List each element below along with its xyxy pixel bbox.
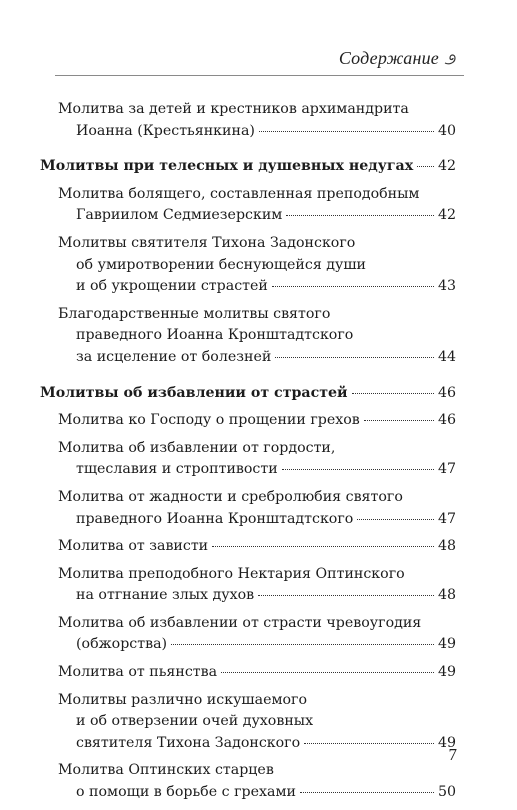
toc-entry-line bbox=[58, 733, 456, 755]
toc-entry-line bbox=[40, 156, 456, 178]
toc-entry-line bbox=[40, 383, 456, 405]
toc-entry-line: Молитва от жадности и сребролюбия святого bbox=[58, 488, 403, 505]
toc-section-heading bbox=[40, 383, 456, 405]
page-number: 7 bbox=[448, 745, 457, 764]
dot-leader bbox=[282, 469, 434, 470]
toc-entry-title: на отгнание злых духов bbox=[76, 587, 255, 604]
toc-page-number: 50 bbox=[437, 784, 456, 801]
toc-entry-line bbox=[58, 276, 456, 298]
toc-entry-line: Молитвы святителя Тихона Задонского bbox=[58, 234, 356, 251]
dot-leader bbox=[258, 595, 434, 596]
dot-leader bbox=[304, 743, 434, 744]
toc-section-heading bbox=[40, 156, 456, 178]
toc-page-number: 48 bbox=[437, 587, 456, 604]
toc-page-number: 49 bbox=[437, 664, 456, 681]
toc-entry-line bbox=[58, 585, 456, 607]
dot-leader bbox=[357, 519, 434, 520]
dot-leader bbox=[352, 393, 434, 394]
dot-leader bbox=[300, 792, 434, 793]
toc-entry-line bbox=[58, 410, 456, 432]
toc-entry-line bbox=[58, 782, 456, 804]
toc-entry-line bbox=[58, 634, 456, 656]
toc-entry-title: тщеславия и строптивости bbox=[76, 461, 278, 478]
toc-entry-title: Иоанна (Крестьянкина) bbox=[76, 122, 255, 139]
toc-entry-line: Молитва болящего, составленная преподобным bbox=[58, 185, 420, 202]
toc-page-number: 48 bbox=[437, 538, 456, 555]
toc-entry-title: о помощи в борьбе с грехами bbox=[76, 784, 296, 801]
toc-page-number: 42 bbox=[437, 207, 456, 224]
toc-entry-title: Молитва от пьянства bbox=[58, 664, 218, 681]
header-divider bbox=[55, 75, 464, 76]
toc-entry-line: и об отверзении очей духовных bbox=[76, 713, 314, 730]
table-of-contents bbox=[40, 99, 456, 810]
toc-entry-line bbox=[58, 459, 456, 481]
toc-entry-line bbox=[58, 662, 456, 684]
running-header-title: Содержание bbox=[338, 48, 439, 68]
toc-entry-title: Молитвы об избавлении от страстей bbox=[40, 384, 348, 401]
toc-page-number: 44 bbox=[437, 348, 456, 365]
toc-entry-line: Молитва за детей и крестников архимандрита bbox=[58, 101, 409, 117]
dot-leader bbox=[259, 131, 434, 132]
toc-entry-title: за исцеление от болезней bbox=[76, 348, 272, 365]
toc-page-number: 46 bbox=[437, 384, 456, 401]
toc-page-number: 49 bbox=[437, 636, 456, 653]
toc-entry bbox=[40, 760, 456, 803]
toc-entry bbox=[40, 410, 456, 432]
toc-entry bbox=[40, 536, 456, 558]
toc-entry bbox=[40, 438, 456, 481]
toc-entry-line: Молитва об избавлении от страсти чревоугодия bbox=[58, 614, 422, 631]
toc-page-number: 42 bbox=[437, 158, 456, 175]
dot-leader bbox=[417, 166, 434, 167]
dot-leader bbox=[275, 357, 434, 358]
dot-leader bbox=[171, 644, 434, 645]
toc-page-number: 40 bbox=[437, 122, 456, 139]
swirl-ornament-icon bbox=[443, 51, 459, 67]
dot-leader bbox=[364, 420, 434, 421]
toc-entry-title: Молитва ко Господу о прощении грехов bbox=[58, 412, 360, 429]
toc-entry-line: Благодарственные молитвы святого bbox=[58, 305, 331, 322]
toc-page-number: 47 bbox=[437, 461, 456, 478]
dot-leader bbox=[286, 215, 434, 216]
dot-leader bbox=[212, 546, 434, 547]
toc-entry-title: праведного Иоанна Кронштадтского bbox=[76, 510, 354, 527]
toc-entry-title: Молитвы при телесных и душевных недугах bbox=[40, 158, 414, 175]
toc-entry bbox=[40, 99, 456, 142]
toc-entry bbox=[40, 184, 456, 227]
toc-entry-line: Молитвы различно искушаемого bbox=[58, 691, 308, 708]
toc-entry-line: об умиротворении беснующейся души bbox=[76, 256, 367, 273]
toc-entry-line bbox=[58, 347, 456, 369]
toc-entry-line: праведного Иоанна Кронштадтского bbox=[76, 327, 354, 344]
toc-entry bbox=[40, 564, 456, 607]
toc-entry-line: Молитва об избавлении от гордости, bbox=[58, 439, 336, 456]
toc-entry-line bbox=[58, 536, 456, 558]
toc-entry bbox=[40, 304, 456, 369]
running-header bbox=[339, 48, 459, 69]
dot-leader bbox=[272, 286, 434, 287]
toc-page-number: 49 bbox=[437, 734, 456, 751]
toc-entry-line: Молитва Оптинских старцев bbox=[58, 762, 274, 779]
dot-leader bbox=[221, 672, 434, 673]
toc-entry-line bbox=[58, 205, 456, 227]
toc-entry-line bbox=[58, 121, 456, 143]
toc-page-number: 46 bbox=[437, 412, 456, 429]
toc-entry-title: святителя Тихона Задонского bbox=[76, 734, 301, 751]
toc-entry bbox=[40, 662, 456, 684]
toc-entry bbox=[40, 613, 456, 656]
toc-entry-title: Гавриилом Седмиезерским bbox=[76, 207, 283, 224]
toc-page-number: 43 bbox=[437, 278, 456, 295]
toc-entry-title: (обжорства) bbox=[76, 636, 168, 653]
toc-entry-line bbox=[58, 509, 456, 531]
toc-entry-title: и об укрощении страстей bbox=[76, 278, 268, 295]
toc-entry bbox=[40, 233, 456, 298]
toc-entry-title: Молитва от зависти bbox=[58, 538, 209, 555]
toc-page-number: 47 bbox=[437, 510, 456, 527]
toc-entry bbox=[40, 690, 456, 755]
toc-entry bbox=[40, 487, 456, 530]
toc-entry-line: Молитва преподобного Нектария Оптинского bbox=[58, 565, 405, 582]
